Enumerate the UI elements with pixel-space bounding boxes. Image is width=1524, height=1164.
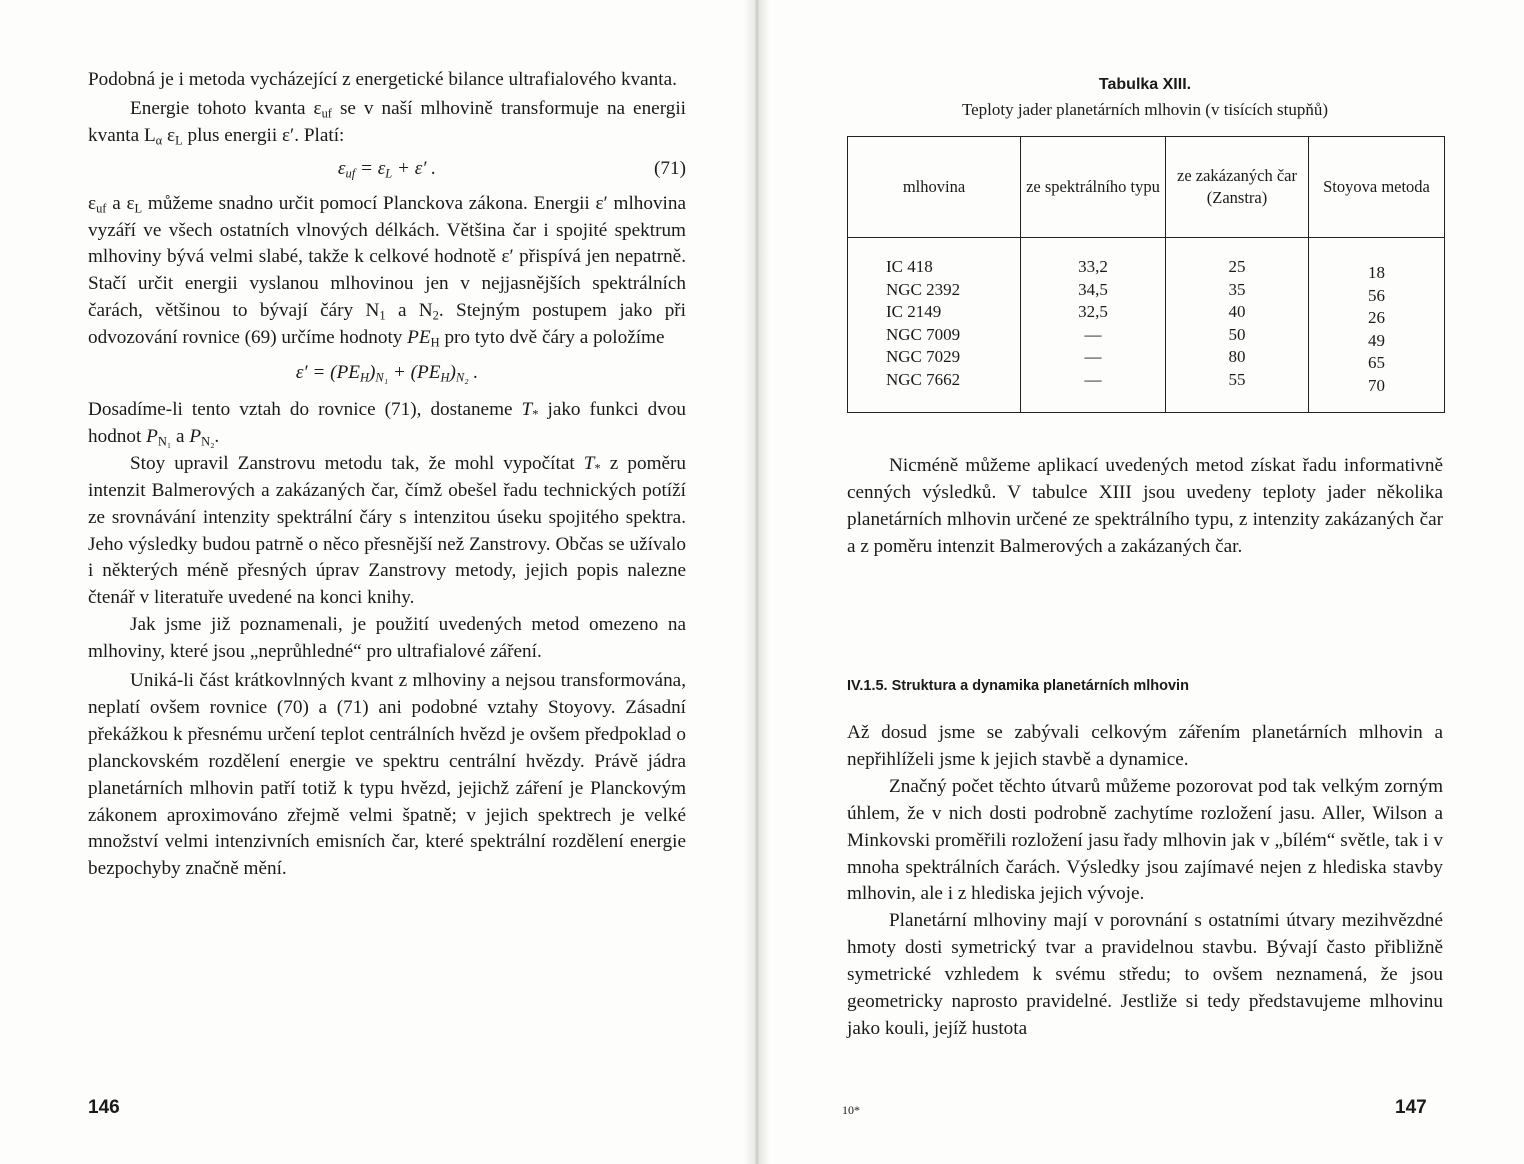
table-header-row [848,137,1445,238]
table-subtitle: Teploty jader planetárních mlhovin (v tisících stupňů) [961,100,1329,119]
column-header: ze zakázaných čar (Zanstra) [1166,137,1309,238]
paragraph: $\varepsilon_{uf}$ a $\varepsilon_L$ můžeme snadno určit pomocí Planckova zákona. Energii ε′ mlhovina vyzáří ve všech ostatních vlnových délkách. Většina čar i spojité spektrum mlhoviny bývá velmi slabé, takže k celkové hodnotě ε′ přispívá jen nepatrně. Stačí určit energii vyslanou mlhovinou jen v nejjasnějších spektrálních čarách, většinou to bývají čáry $N_1$ a $N_2$. Stejným postupem jako při odvozování rovnice (69) určíme hodnoty $PE_H$ pro tyto dvě čáry a položíme [88,192,687,350]
column-header: ze spektrálního typu [1021,137,1166,238]
paragraph: Stoy upravil Zanstrovu metodu tak, že mohl vypočítat $T_*$ z poměru intenzit Balmerových a zakázaných čar, čímž obešel řadu technických potíží ze srovnávání intenzity spektrální čáry s intenzitou úseku spojitého spektra. Jeho výsledky budou patrně o něco přesnější než Zanstrovy. Občas se užívalo i některých méně přesných úprav Zanstrovy metody, jejich popis nalezne čtenář v literatuře uvedené na konci knihy. [88,452,686,609]
table-row [848,238,1445,413]
stoy-column: 18 56 26 49 65 70 [1309,238,1445,413]
paragraph: Uniká-li část krátkovlnných kvant z mlhoviny a nejsou transformována, neplatí ovšem rovnice (70) a (71) ani podobné vztahy Stoyovy. Zásadní překážkou k přesnému určení teplot centrálních hvězd je ovšem předpoklad o planckovském rozdělení energie ve spektru centrální hvězdy. Právě jádra planetárních mlhovin patří totiž k typu hvězd, jejichž záření je Planckovým zákonem aproximováno zřejmě velmi špatně; v jejich spektrech je velké množství velmi intenzivních emisních čar, které spektrální rozdělení energie bezpochyby značně mění. [88,670,686,880]
paragraph: Podobná je i metoda vycházející z energetické bilance ultrafialového kvanta. [88,69,677,90]
equation-epsilon-prime: $\varepsilon' = (PE_H)_{N_1} + (PE_H)_{N_2}$ . [295,362,479,385]
left-page [0,0,744,1164]
paragraph: Planetární mlhoviny mají v porovnání s ostatními útvary mezihvězdné hmoty dosti symetrický tvar a pravidelnou stavbu. Bývají často přibližně symetrické vzhledem k svému středu; to ovšem neznamená, že jsou geometricky naprosto pravidelné. Jestliže si tedy představujeme mlhovinu jako kouli, jejíž hustota [847,910,1443,1039]
equation-number: (71) [654,157,686,179]
right-page-body [847,720,1443,1043]
right-page [770,0,1524,1164]
signature-mark: 10* [842,1103,860,1117]
page-number: 146 [88,1097,120,1118]
paragraph: Dosadíme-li tento vztah do rovnice (71), dostaneme $T_*$ jako funkci dvou hodnot $P_{N_1}$ a $P_{N_2}$. [88,398,686,449]
paragraph: Až dosud jsme se zabývali celkovým zářením planetárních mlhovin a nepřihlíželi jsme k jejich stavbě a dynamice. [847,722,1443,770]
right-page-paragraph: Nicméně můžeme aplikací uvedených metod získat řadu informativně cenných výsledků. V tabulce XIII jsou uvedeny teploty jader několika planetárních mlhovin určené ze spektrálního typu, z intenzity zakázaných čar a z poměru intenzit Balmerových a zakázaných čar. [847,455,1443,557]
equation-71: $\varepsilon_{uf} = \varepsilon_L + \varepsilon'$ . (71) [88,156,686,183]
paragraph: Energie tohoto kvanta $\varepsilon_{uf}$ se v naší mlhovině transformuje na energii kvanta $L_\alpha$ $\varepsilon_L$ plus energii ε′. Platí: [88,97,686,148]
temperature-table [847,136,1445,413]
column-header: mlhovina [848,137,1021,238]
paragraph: Jak jsme již poznamenali, je použití uvedených metod omezeno na mlhoviny, které jsou „neprůhledné“ pro ultrafialové záření. [88,614,686,663]
nebula-column: IC 418 NGC 2392 IC 2149 NGC 7009 NGC 7029 NGC 7662 [848,238,1021,413]
spectral-type-column: 33,2 34,5 32,5 — — — [1021,238,1166,413]
section-heading: IV.1.5. Struktura a dynamika planetárních mlhovin [847,678,1189,694]
paragraph: Značný počet těchto útvarů můžeme pozorovat pod tak velkým zorným úhlem, že v nich dosti podrobně zachytíme rozložení jasu. Aller, Wilson a Minkovski proměřili rozložení jasu řady mlhovin jak v „bílém“ světle, tak i v mnoha spektrálních čarách. Výsledky jsou zajímavé nejen z hlediska stavby mlhovin, ale i z hlediska jejich vývoje. [847,775,1443,905]
book-gutter [744,0,770,1164]
page-number: 147 [1395,1097,1427,1118]
zanstra-column: 25 35 40 50 80 55 [1166,238,1309,413]
table-title: Tabulka XIII. [1098,76,1192,93]
left-page-body [88,67,686,883]
column-header: Stoyova metoda [1309,137,1445,238]
